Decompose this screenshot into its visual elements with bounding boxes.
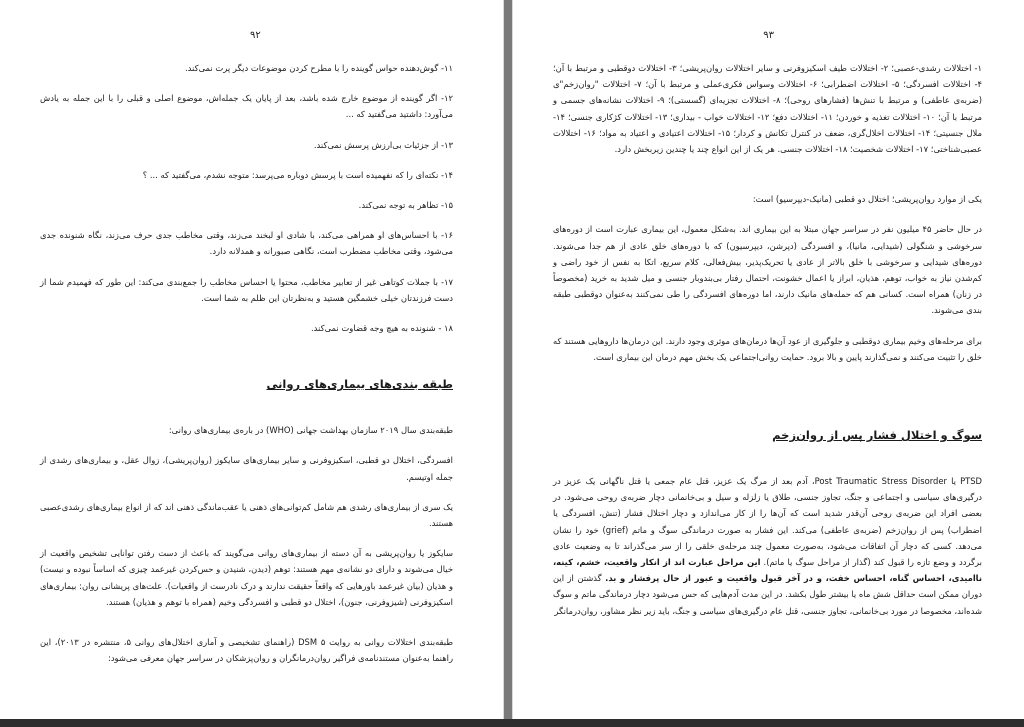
list-item: ۱۴- نکته‌ای را که نفهمیده است با پرسش دوباره می‌پرسد: متوجه نشدم، می‌گفتید که ... ؟ bbox=[142, 169, 453, 180]
list-item: ۱۱- گوش‌دهنده حواس گوینده را با مطرح کردن موضوعات دیگر پرت نمی‌کند. bbox=[185, 63, 453, 73]
paragraph: برای مرحله‌های وخیم بیماری دوقطبی و جلوگیری از عود آن‌ها درمان‌های موثری وجود دارند. این درمان‌ها داروهایی هستند که خلق را تثبیت می‌کنند و نمی‌گذارند پایین و بالا برود. حمایت روانی‌اجتماعی یک بخش مهم درمان این بیماری است. bbox=[553, 335, 982, 362]
paragraph: یکی از موارد روان‌پریشی؛ اختلال دو قطبی (مانیک-دیپرسیو) است: bbox=[752, 194, 982, 205]
paragraph: در حال حاضر ۴۵ میلیون نفر در سراسر جهان مبتلا به این بیماری اند. به‌شکل معمول، این بیماری عبارت است از دوره‌های سرخوشی و شنگولی (شیدایی، مانیا)، و افسردگی (دپرشن، دیپرسیون) که با دوره‌های خلق عادی از هم جدا می‌شوند. دوره‌های شیدایی و سرخوشی با خلق بالاتر از عادی یا تحریک‌پذیر، بیش‌فعالی، کلام سریع، اتکا به نفس از خود راضی و کم‌شدن نیاز به خواب، توهم، هذیان، ابراز یا اعمال خشونت، احتمال رفتار بی‌بندوبار جنسی و میل شدید به خرید (مخصوصاً در زنان) همراه است. کسانی هم که حمله‌های مانیک دارند، اما دوره‌های افسردگی را طی نمی‌کنند به‌عنوان دوقطبی طبقه بندی می‌شوند. bbox=[553, 224, 982, 316]
paragraph-text: PTSD یا Post Traumatic Stress Disorder، آدم بعد از مرگ یک عزیز، قتل عام جمعی یا قتل ناگهانی یک عزیز در درگیری‌های سیاسی و اجتماعی و جنگ، تجاوز جنسی، طلاق یا زلزله و سیل و بی‌خانمانی دچار ضربه‌ی روحی می‌شود. در بعضی افراد این ضربه‌ی روحی آن‌قدر شدید است که آن‌ها را از کار می‌اندازد و دچار اختلال فشار (تنش، افسردگی یا اضطراب) پس از روان‌زخم (ضربه‌ی عاطفی) می‌کند. این فشار به صورت درماندگی سوگ و ماتم (grief) خود را نشان می‌دهد. کسی که دچار آن اتفاقات می‌شود، به‌صورت معمول چند مرحله‌ی خلقی را از سر می‌گذراند تا به وضعیت عادی برگردد و وضع تازه را قبول کند (گذار از مراحل سوگ یا ماتم). bbox=[553, 476, 982, 568]
paragraph-text: گذشتن از این دوران ممکن است حداقل شش ماه یا بیشتر طول بکشد. در این مدت آدم‌هایی که حس می‌شود دچار درماندگی ماتم و سوگ شده‌اند، مخصوصا در مورد بی‌خانمانی، تجاوز جنسی، قتل عام درگیری‌های سیاسی و جنگ، باید زیر نظر مشاور، روان‌درمانگر bbox=[553, 573, 982, 616]
list-item: ۱۷- با جملات کوتاهی غیر از تعابیر مخاطب، محتوا یا احساس مخاطب را جمع‌بندی می‌کند: این طور که فهمیدم شما از دست فرزندتان خیلی خشمگین هستید و به‌نظرتان این ظلم به شما است. bbox=[40, 276, 453, 303]
list-item: ۱۲- اگر گوینده از موضوع خارج شده باشد، بعد از پایان یک جمله‌اش، موضوع اصلی و قبلی را با این جمله به یادش می‌آورد: داشتید می‌گفتید که ... bbox=[40, 93, 453, 120]
right-page-content bbox=[553, 60, 982, 619]
list-item: ۱۵- تظاهر به توجه نمی‌کند. bbox=[358, 200, 453, 211]
intro-paragraph: طبقه‌بندی سال ۲۰۱۹ سازمان بهداشت جهانی (WHO) در باره‌ی بیماری‌های روانی: bbox=[168, 425, 453, 436]
page-number-right: ۹۳ bbox=[763, 30, 774, 41]
page-number-left: ۹۲ bbox=[250, 30, 261, 41]
right-page bbox=[512, 0, 1024, 719]
paragraph: ۱- اختلالات رشدی-عصبی؛ ۲- اختلالات طیف اسکیزوفرنی و سایر اختلالات روان‌پریشی؛ ۳- اختلالات دوقطبی و مرتبط با آن؛ ۴- اختلالات افسردگی؛ ۵- اختلالات اضطرابی؛ ۶- اختلالات وسواس فکری‌عملی و مرتبط با آن؛ ۷- اختلالات "روان‌زخم"ی (ضربه‌ی عاطفی) و مرتبط با تنش‌ها (فشارهای روحی)؛ ۸- اختلالات تجزیه‌ای (گسستی)؛ ۹- اختلالات نشانه‌های جسمی و مرتبط با آن؛ ۱۰- اختلالات تغذیه و خوردن؛ ۱۱- اختلالات دفع؛ ۱۲- اختلالات خواب - بیداری؛ ۱۳- اختلالات کژکاری جنسی؛ ۱۴- ملال جنسیتی؛ ۱۴- اختلالات اخلال‌گری، ضعف در کنترل تکانش و کردار؛ ۱۵- اختلالات اعتیادی و اعتیاد به مواد؛ ۱۶- اختلالات عصبی‌شناختی؛ ۱۷- اختلالات شخصیت؛ ۱۸- اختلالات جنسی. هر یک از این انواع چند یا چندین زیربخش دارد. bbox=[553, 63, 983, 155]
list-item: ۱۸ - شنونده به هیچ وجه قضاوت نمی‌کند. bbox=[311, 323, 453, 334]
list-item: ۱۳- از جزئیات بی‌ارزش پرسش نمی‌کند. bbox=[313, 139, 453, 150]
paragraph bbox=[553, 473, 982, 619]
left-page-content bbox=[40, 60, 453, 666]
paragraph: یک سری از بیماری‌های رشدی هم شامل کم‌توانی‌های ذهنی یا عقب‌ماندگی ذهنی اند که از انواع بیماری‌های رشدی‌عصبی هستند. bbox=[40, 501, 453, 529]
section-heading: سوگ و اختلال فشار پس از روان‌زخم bbox=[772, 428, 982, 443]
viewer-bottom-edge bbox=[0, 719, 1024, 727]
bold-text: این مراحل عبارت اند از انکار واقعیت، خشم، کینه، ناامیدی، احساس گناه، احساس خفت، و در آخر قبول واقعیت و عبور از حال پرفشار و بد. bbox=[553, 557, 982, 584]
paragraph: سایکوز یا روان‌پریشی به آن دسته از بیماری‌های روانی می‌گویند که باعث از دست رفتن توانایی تشخیص واقعیت از خیال می‌شوند و دارای دو نشانه‌ی مهم هستند: توهم (دیدن، شنیدن و حس‌کردن غیرعمد چیزی که اساساً نبوده و نیست) و هذیان (بیان غیرعمد باورهایی که واقعاً حقیقت ندارند و درک نادرست از واقعیات). علت‌های پریشانی روان: بیماری‌های اسکیزوفرنی (شیزوفرنی، جنون)، اختلال دو قطبی و افسردگی وخیم (همراه با توهم و هذیان) هستند. bbox=[40, 548, 453, 607]
paragraph: طبقه‌بندی اختلالات روانی به روایت DSM ۵ (راهنمای تشخیصی و آماری اختلال‌های روانی ۵، منتشره در ۲۰۱۳)، این راهنما به‌عنوان مستندنامه‌ی فراگیر روان‌درمانگران و روان‌پزشکان در سراسر جهان معرفی می‌شود: bbox=[40, 637, 453, 664]
list-item: ۱۶- با احساس‌های او همراهی می‌کند، با شادی او لبخند می‌زند، وقتی مخاطب جدی حرف می‌زند، نگاه شنونده جدی می‌شود، وقتی مخاطب مضطرب است، نگاهی صبورانه و همدلانه دارد. bbox=[40, 230, 453, 257]
section-heading: طبقه بندی‌های بیماری‌های روانی bbox=[266, 377, 453, 392]
left-page bbox=[0, 0, 504, 719]
paragraph: افسردگی، اختلال دو قطبی، اسکیزوفرنی و سایر بیماری‌های سایکوز (روان‌پریشی)، زوال عقل، و بیماری‌های رشدی از جمله اوتیسم. bbox=[40, 455, 453, 482]
